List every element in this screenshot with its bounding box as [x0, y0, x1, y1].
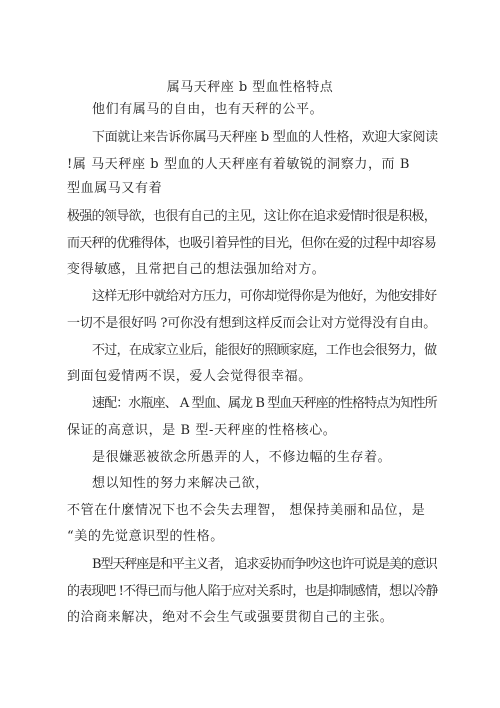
paragraph-line: 极强的领导欲，也很有自己的主见，这让你在追求爱情时很是积极，: [67, 209, 437, 224]
paragraph-line: 到面包爱情两不误，爱人会觉得很幸福。: [67, 369, 312, 384]
paragraph-line: 的表现吧 !不得已而与他人陷于应对关系时，也是抑制感情，想以冷静: [67, 584, 438, 599]
paragraph-line: 不过，在成家立业后，能很好的照顾家庭，工作也会很努力，做: [92, 343, 437, 358]
paragraph-line: 是很嫌恶被欲念所愚弄的人，不修边幅的生存着。: [92, 450, 392, 465]
paragraph-line: 一切不是很好吗 ?可你没有想到这样反而会让对方觉得没有自由。: [67, 316, 437, 331]
paragraph-line: 他们有属马的自由，也有天秤的公平。: [92, 102, 324, 117]
paragraph-line: B型天秤座是和平主义者， 追求妥协而争吵这也许可说是美的意识: [92, 557, 437, 572]
paragraph-line: 而天秤的优雅得体，也吸引着异性的目光，但你在爱的过程中却容易: [67, 236, 437, 251]
paragraph-line: 速配：水瓶座、 A 型血、属龙 B 型血天秤座的性格特点为知性所: [92, 396, 437, 411]
paragraph-line: 型血属马又有着: [67, 181, 163, 196]
document-title: 属马天秤座 b 型血性格特点: [166, 80, 334, 95]
paragraph-line: 保证的高意识，是 B 型-天秤座的性格核心。: [67, 423, 337, 438]
paragraph-line: 下面就让来告诉你属马天秤座 b 型血的人性格，欢迎大家阅读: [92, 130, 438, 145]
paragraph-line: 想以知性的努力来解决己欲，: [92, 476, 269, 491]
paragraph-line: !属 马天秤座 b 型血的人天秤座有着敏锐的洞察力，而 B: [67, 157, 411, 172]
paragraph-line: “美的先觉意识型的性格。: [67, 529, 224, 544]
paragraph-line: 变得敏感，且常把自己的想法强加给对方。: [67, 262, 326, 277]
paragraph-line: 不管在什麼情况下也不会失去理智， 想保持美丽和品位，是: [67, 503, 426, 518]
paragraph-line: 的洽商来解决，绝对不会生气或强要贯彻自己的主张。: [67, 610, 394, 625]
paragraph-line: 这样无形中就给对方压力，可你却觉得你是为他好，为他安排好: [92, 289, 437, 304]
